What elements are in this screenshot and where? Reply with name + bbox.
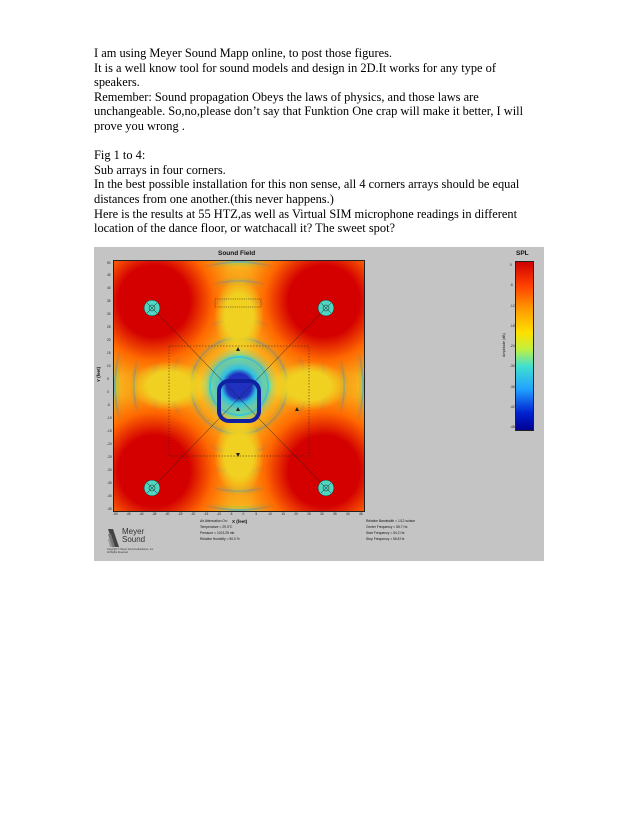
y-tick-label: -15 <box>107 428 112 433</box>
speaker-top-right <box>318 300 334 316</box>
y-tick-label: -45 <box>107 506 112 511</box>
fig-paragraph-5: location of the dance floor, or watchacall it? The sweet spot? <box>94 221 396 236</box>
y-tick-label: -20 <box>107 441 112 446</box>
frequency-parameters <box>366 519 415 543</box>
y-tick-label: 15 <box>107 351 111 356</box>
x-tick-label: -35 <box>151 512 157 516</box>
sound-field-figure <box>94 247 544 561</box>
y-tick-label: 30 <box>107 312 111 317</box>
x-tick-label: 20 <box>294 512 298 516</box>
mic-marker-right <box>295 407 299 411</box>
x-tick-label: 5 <box>255 512 258 516</box>
param-air-attenuation: Air Attenuation On: <box>200 519 228 523</box>
figure-title: Sound Field <box>218 250 256 257</box>
y-axis-label: Y (feet) <box>96 366 101 382</box>
x-tick-label: 40 <box>346 512 350 516</box>
x-tick-label: 10 <box>268 512 272 516</box>
meyer-sound-logo-mark <box>107 528 120 548</box>
colorbar-tick-label: -42 <box>510 404 515 409</box>
colorbar-tick-label: -6 <box>510 283 513 288</box>
logo-word-sound: Sound <box>122 535 146 545</box>
y-tick-label: 0 <box>107 389 109 394</box>
fig-heading: Fig 1 to 4: <box>94 148 146 163</box>
x-axis-label: X (feet) <box>232 519 248 524</box>
y-tick-label: -40 <box>107 493 112 498</box>
x-tick-label: 25 <box>307 512 311 516</box>
colorbar-tick-label: -36 <box>510 384 515 389</box>
y-tick-label: -35 <box>107 480 112 485</box>
param-stop-frequency: Stop Frequency = 56.8 Hz <box>366 536 405 541</box>
mic-marker-top <box>236 347 240 351</box>
fig-paragraph-1: Sub arrays in four corners. <box>94 162 226 177</box>
x-tick-label: 30 <box>320 512 324 516</box>
mic-marker-bottom <box>236 453 240 457</box>
colorbar-tick-label: -12 <box>510 303 515 308</box>
param-temperature: Temperature = 29.3°C <box>200 524 233 529</box>
sound-field-plot <box>113 260 365 512</box>
y-tick-label: -10 <box>107 415 112 420</box>
spl-colorbar <box>515 261 534 431</box>
colorbar-tick-label: -30 <box>510 364 515 369</box>
dance-floor-outline <box>169 346 309 456</box>
plot-overlay <box>114 261 364 511</box>
speaker-bottom-left <box>144 480 160 496</box>
x-tick-label: 35 <box>333 512 337 516</box>
colorbar-tick-label: -48 <box>510 425 515 429</box>
logo-wordmark <box>122 528 145 545</box>
y-tick-label: 50 <box>107 260 111 265</box>
fig-paragraph-2: In the best possible installation for this non sense, all 4 corners arrays should be equal <box>94 177 520 192</box>
x-tick-label: -50 <box>113 512 118 516</box>
x-tick-label: -25 <box>177 512 183 516</box>
param-start-frequency: Start Frequency = 54.2 Hz <box>366 530 405 535</box>
y-tick-label: 45 <box>107 273 111 278</box>
y-tick-label: -25 <box>107 454 112 459</box>
y-tick-label: -5 <box>107 402 110 407</box>
x-tick-label: 0 <box>242 512 245 516</box>
logo-copyright <box>107 549 157 555</box>
null-zone <box>219 381 259 421</box>
speaker-top-left <box>144 300 160 316</box>
y-tick-label: -30 <box>107 467 112 472</box>
x-tick-label: -30 <box>164 512 170 516</box>
logo-copyright-line-2: All Rights Reserved <box>107 550 128 554</box>
param-bandwidth: Relative Bandwidth = 1/12 octave <box>366 519 416 523</box>
stage-outline <box>215 299 261 307</box>
x-tick-label: -40 <box>138 512 144 516</box>
x-tick-label: 15 <box>281 512 285 516</box>
x-tick-label: -10 <box>216 512 222 516</box>
x-tick-label: -5 <box>229 512 233 516</box>
fig-paragraph-4: Here is the results at 55 HTZ,as well as Virtual SIM microphone readings in different <box>94 206 518 221</box>
paragraph-5: unchangeable. So,no,please don’t say that Funktion One crap will make it better, I will <box>94 104 524 119</box>
meyer-sound-logo <box>107 526 157 554</box>
environment-parameters <box>200 519 240 543</box>
paragraph-1: I am using Meyer Sound Mapp online, to post those figures. <box>94 46 393 60</box>
x-tick-label: 45 <box>359 512 363 516</box>
colorbar-tick-label: 0 <box>510 263 512 267</box>
param-center-frequency: Center Frequency = 55.7 Hz <box>366 524 408 529</box>
logo-copyright-line-1: Copyright © Meyer Sound Laboratories, Inc. <box>107 548 154 551</box>
fig-paragraph-3: distances from one another.(this never happens.) <box>94 191 334 206</box>
x-tick-label: -45 <box>125 512 131 516</box>
y-tick-label: 5 <box>107 377 109 382</box>
document-text <box>94 46 544 236</box>
paragraph-3: speakers. <box>94 75 140 90</box>
colorbar-tick-label: -24 <box>510 344 515 348</box>
y-tick-label: 40 <box>107 286 111 291</box>
y-tick-label: 25 <box>107 325 111 330</box>
mic-marker-center <box>236 407 240 411</box>
colorbar-label: Amplitude (dB) <box>502 333 506 357</box>
param-humidity: Relative Humidity = 50.0 % <box>200 536 240 541</box>
param-pressure: Pressure = 1013.25 mb <box>200 530 235 535</box>
x-tick-label: -20 <box>190 512 196 516</box>
paragraph-2: It is a well know tool for sound models and design in 2D.It works for any type of <box>94 60 496 75</box>
y-tick-label: 10 <box>107 364 111 369</box>
colorbar-tick-label: -18 <box>510 323 515 328</box>
y-tick-label: 20 <box>107 338 111 343</box>
x-tick-label: -15 <box>203 512 209 516</box>
speaker-bottom-right <box>318 480 334 496</box>
paragraph-4: Remember: Sound propagation Obeys the laws of physics, and those laws are <box>94 89 479 104</box>
y-tick-label: 35 <box>107 299 111 304</box>
spl-title: SPL <box>516 250 529 257</box>
paragraph-6: prove you wrong . <box>94 118 185 133</box>
logo-word-meyer: Meyer <box>122 527 145 536</box>
